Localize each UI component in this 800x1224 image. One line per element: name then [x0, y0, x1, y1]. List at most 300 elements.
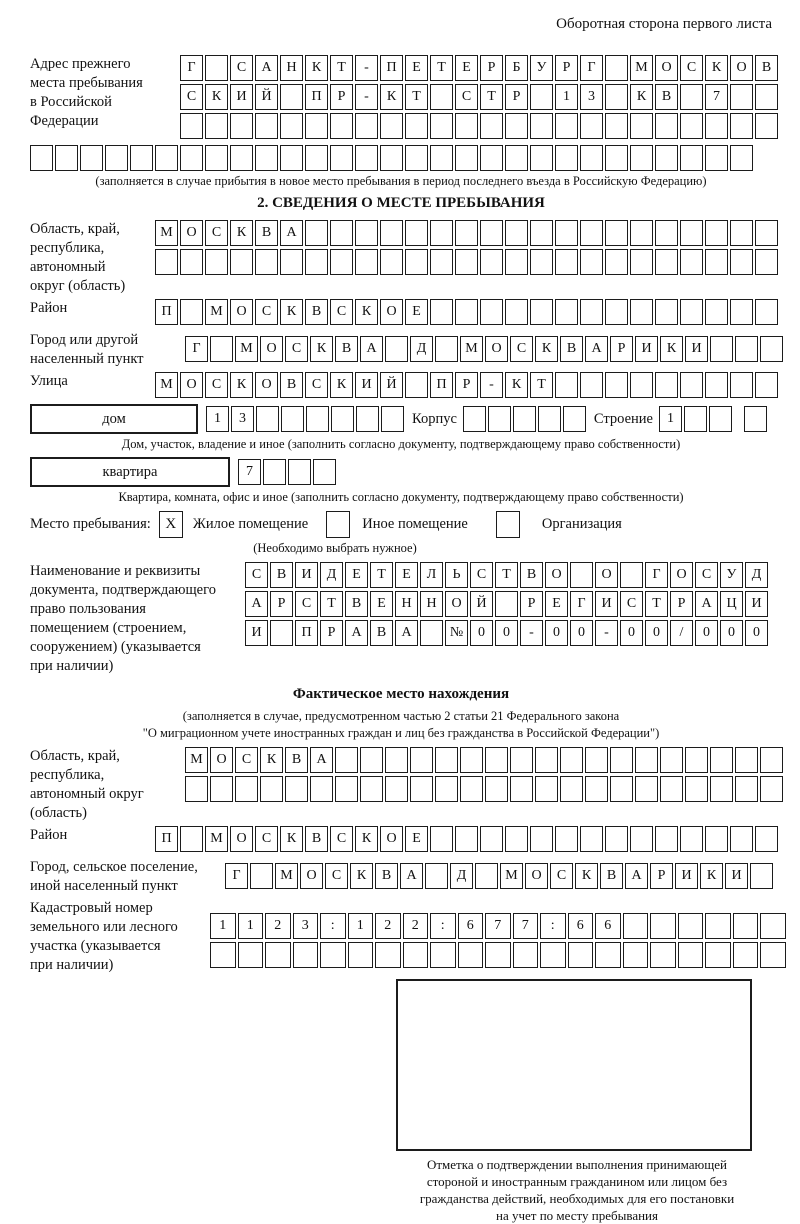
char-box[interactable] — [455, 220, 478, 246]
char-box[interactable] — [630, 220, 653, 246]
char-box[interactable] — [650, 913, 676, 939]
char-box[interactable] — [385, 776, 408, 802]
char-box[interactable]: Г — [225, 863, 248, 889]
char-box[interactable] — [655, 826, 678, 852]
char-box[interactable]: М — [500, 863, 523, 889]
char-box[interactable] — [285, 776, 308, 802]
char-box[interactable]: В — [520, 562, 543, 588]
char-box[interactable]: Р — [555, 55, 578, 81]
char-box[interactable]: Р — [270, 591, 293, 617]
char-box[interactable] — [655, 249, 678, 275]
char-box[interactable]: Р — [505, 84, 528, 110]
char-box[interactable]: К — [280, 826, 303, 852]
char-box[interactable] — [305, 113, 328, 139]
char-box[interactable] — [730, 113, 753, 139]
char-box[interactable] — [730, 84, 753, 110]
char-box[interactable]: К — [330, 372, 353, 398]
char-box[interactable]: П — [305, 84, 328, 110]
char-box[interactable]: Е — [370, 591, 393, 617]
char-box[interactable]: А — [245, 591, 268, 617]
char-box[interactable] — [488, 406, 511, 432]
char-box[interactable] — [255, 113, 278, 139]
char-box[interactable] — [650, 942, 676, 968]
char-box[interactable]: Е — [455, 55, 478, 81]
char-box[interactable] — [733, 913, 759, 939]
char-box[interactable] — [705, 220, 728, 246]
char-box[interactable] — [185, 776, 208, 802]
char-box[interactable] — [580, 372, 603, 398]
char-box[interactable]: А — [625, 863, 648, 889]
char-box[interactable] — [330, 145, 353, 171]
char-box[interactable]: Д — [745, 562, 768, 588]
char-box[interactable] — [535, 776, 558, 802]
char-box[interactable] — [265, 942, 291, 968]
char-box[interactable]: Н — [280, 55, 303, 81]
char-box[interactable] — [410, 776, 433, 802]
char-box[interactable] — [530, 145, 553, 171]
char-box[interactable] — [288, 459, 311, 485]
char-box[interactable] — [705, 145, 728, 171]
char-box[interactable] — [655, 220, 678, 246]
char-box[interactable]: К — [355, 826, 378, 852]
char-box[interactable] — [355, 220, 378, 246]
char-box[interactable]: О — [545, 562, 568, 588]
char-box[interactable]: 0 — [645, 620, 668, 646]
char-box[interactable] — [380, 220, 403, 246]
char-box[interactable] — [605, 220, 628, 246]
char-box[interactable] — [460, 776, 483, 802]
char-box[interactable]: И — [635, 336, 658, 362]
char-box[interactable]: В — [305, 299, 328, 325]
char-box[interactable] — [205, 249, 228, 275]
char-box[interactable]: К — [630, 84, 653, 110]
char-box[interactable]: С — [455, 84, 478, 110]
char-box[interactable]: Т — [530, 372, 553, 398]
char-box[interactable] — [320, 942, 346, 968]
char-box[interactable] — [410, 747, 433, 773]
char-box[interactable] — [555, 299, 578, 325]
char-box[interactable] — [730, 145, 753, 171]
char-box[interactable] — [560, 776, 583, 802]
char-box[interactable] — [605, 249, 628, 275]
char-box[interactable]: 0 — [695, 620, 718, 646]
char-box[interactable]: Б — [505, 55, 528, 81]
char-box[interactable]: 7 — [485, 913, 511, 939]
char-box[interactable]: О — [485, 336, 508, 362]
char-box[interactable] — [313, 459, 336, 485]
char-box[interactable]: В — [285, 747, 308, 773]
char-box[interactable] — [505, 249, 528, 275]
char-box[interactable] — [530, 249, 553, 275]
char-box[interactable]: С — [285, 336, 308, 362]
char-box[interactable] — [580, 145, 603, 171]
char-box[interactable]: 6 — [568, 913, 594, 939]
char-box[interactable]: П — [155, 299, 178, 325]
char-box[interactable] — [435, 776, 458, 802]
char-box[interactable]: 2 — [403, 913, 429, 939]
char-box[interactable] — [678, 913, 704, 939]
char-box[interactable]: В — [280, 372, 303, 398]
char-box[interactable] — [705, 299, 728, 325]
char-box[interactable] — [263, 459, 286, 485]
char-box[interactable] — [750, 863, 773, 889]
char-box[interactable]: И — [725, 863, 748, 889]
char-box[interactable] — [210, 776, 233, 802]
char-box[interactable]: С — [205, 372, 228, 398]
char-box[interactable]: В — [270, 562, 293, 588]
char-box[interactable]: О — [380, 299, 403, 325]
char-box[interactable]: 0 — [470, 620, 493, 646]
char-box[interactable]: О — [210, 747, 233, 773]
char-box[interactable]: М — [460, 336, 483, 362]
char-box[interactable]: А — [280, 220, 303, 246]
char-box[interactable] — [180, 145, 203, 171]
char-box[interactable]: И — [245, 620, 268, 646]
char-box[interactable] — [510, 776, 533, 802]
char-box[interactable]: С — [235, 747, 258, 773]
char-box[interactable]: В — [345, 591, 368, 617]
char-box[interactable] — [430, 942, 456, 968]
checkbox-org[interactable] — [496, 511, 520, 538]
char-box[interactable] — [430, 220, 453, 246]
char-box[interactable] — [555, 372, 578, 398]
char-box[interactable] — [730, 220, 753, 246]
char-box[interactable] — [610, 776, 633, 802]
char-box[interactable] — [335, 747, 358, 773]
char-box[interactable]: О — [230, 299, 253, 325]
char-box[interactable] — [485, 747, 508, 773]
char-box[interactable]: М — [235, 336, 258, 362]
char-box[interactable] — [555, 249, 578, 275]
char-box[interactable]: В — [335, 336, 358, 362]
char-box[interactable] — [620, 562, 643, 588]
char-box[interactable] — [655, 145, 678, 171]
char-box[interactable]: К — [700, 863, 723, 889]
char-box[interactable]: 7 — [513, 913, 539, 939]
char-box[interactable]: С — [255, 299, 278, 325]
char-box[interactable]: А — [585, 336, 608, 362]
char-box[interactable] — [735, 747, 758, 773]
char-box[interactable] — [735, 336, 758, 362]
char-box[interactable]: С — [330, 826, 353, 852]
char-box[interactable] — [380, 113, 403, 139]
char-box[interactable]: К — [380, 84, 403, 110]
char-box[interactable]: О — [525, 863, 548, 889]
char-box[interactable] — [755, 249, 778, 275]
char-box[interactable] — [480, 299, 503, 325]
char-box[interactable] — [755, 299, 778, 325]
char-box[interactable]: С — [550, 863, 573, 889]
char-box[interactable] — [420, 620, 443, 646]
char-box[interactable]: К — [260, 747, 283, 773]
char-box[interactable]: Т — [480, 84, 503, 110]
char-box[interactable]: № — [445, 620, 468, 646]
char-box[interactable] — [335, 776, 358, 802]
char-box[interactable]: Р — [320, 620, 343, 646]
char-box[interactable]: : — [430, 913, 456, 939]
char-box[interactable]: М — [205, 299, 228, 325]
char-box[interactable]: Т — [405, 84, 428, 110]
char-box[interactable]: Т — [430, 55, 453, 81]
char-box[interactable] — [685, 776, 708, 802]
char-box[interactable] — [155, 249, 178, 275]
char-box[interactable]: Е — [395, 562, 418, 588]
char-box[interactable] — [205, 55, 228, 81]
char-box[interactable]: Д — [320, 562, 343, 588]
char-box[interactable]: Р — [455, 372, 478, 398]
char-box[interactable] — [230, 113, 253, 139]
char-box[interactable] — [435, 336, 458, 362]
char-box[interactable] — [733, 942, 759, 968]
char-box[interactable]: Д — [450, 863, 473, 889]
char-box[interactable]: К — [230, 372, 253, 398]
char-box[interactable]: О — [300, 863, 323, 889]
char-box[interactable]: У — [530, 55, 553, 81]
char-box[interactable]: В — [370, 620, 393, 646]
char-box[interactable]: Р — [480, 55, 503, 81]
char-box[interactable]: К — [305, 55, 328, 81]
char-box[interactable]: К — [280, 299, 303, 325]
char-box[interactable]: О — [260, 336, 283, 362]
char-box[interactable]: А — [310, 747, 333, 773]
char-box[interactable]: К — [705, 55, 728, 81]
char-box[interactable] — [480, 145, 503, 171]
char-box[interactable] — [455, 299, 478, 325]
char-box[interactable] — [755, 826, 778, 852]
char-box[interactable]: М — [275, 863, 298, 889]
char-box[interactable] — [580, 113, 603, 139]
char-box[interactable]: : — [320, 913, 346, 939]
char-box[interactable] — [678, 942, 704, 968]
char-box[interactable] — [585, 776, 608, 802]
char-box[interactable]: К — [575, 863, 598, 889]
char-box[interactable] — [660, 747, 683, 773]
char-box[interactable]: Р — [650, 863, 673, 889]
char-box[interactable]: Р — [610, 336, 633, 362]
char-box[interactable] — [455, 249, 478, 275]
char-box[interactable] — [610, 747, 633, 773]
char-box[interactable]: Т — [330, 55, 353, 81]
char-box[interactable]: 1 — [238, 913, 264, 939]
char-box[interactable] — [485, 942, 511, 968]
char-box[interactable] — [730, 249, 753, 275]
char-box[interactable] — [560, 747, 583, 773]
char-box[interactable] — [360, 776, 383, 802]
char-box[interactable]: К — [350, 863, 373, 889]
char-box[interactable] — [530, 299, 553, 325]
char-box[interactable]: Т — [370, 562, 393, 588]
char-box[interactable]: А — [695, 591, 718, 617]
char-box[interactable]: 6 — [595, 913, 621, 939]
char-box[interactable] — [405, 113, 428, 139]
char-box[interactable] — [535, 747, 558, 773]
char-box[interactable]: М — [630, 55, 653, 81]
char-box[interactable] — [480, 220, 503, 246]
char-box[interactable] — [430, 84, 453, 110]
char-box[interactable] — [255, 249, 278, 275]
char-box[interactable] — [735, 776, 758, 802]
char-box[interactable]: И — [685, 336, 708, 362]
char-box[interactable] — [331, 406, 354, 432]
char-box[interactable]: Г — [645, 562, 668, 588]
char-box[interactable] — [530, 84, 553, 110]
char-box[interactable] — [480, 113, 503, 139]
checkbox-zhiloe[interactable]: X — [159, 511, 183, 538]
char-box[interactable] — [655, 113, 678, 139]
char-box[interactable] — [540, 942, 566, 968]
char-box[interactable] — [425, 863, 448, 889]
char-box[interactable] — [710, 336, 733, 362]
char-box[interactable] — [348, 942, 374, 968]
char-box[interactable] — [463, 406, 486, 432]
char-box[interactable] — [405, 249, 428, 275]
char-box[interactable]: А — [255, 55, 278, 81]
char-box[interactable] — [155, 145, 178, 171]
char-box[interactable]: - — [595, 620, 618, 646]
char-box[interactable] — [310, 776, 333, 802]
char-box[interactable] — [623, 913, 649, 939]
char-box[interactable]: В — [375, 863, 398, 889]
char-box[interactable] — [210, 942, 236, 968]
char-box[interactable]: В — [255, 220, 278, 246]
char-box[interactable]: В — [560, 336, 583, 362]
char-box[interactable] — [538, 406, 561, 432]
char-box[interactable]: С — [305, 372, 328, 398]
char-box[interactable]: П — [380, 55, 403, 81]
char-box[interactable] — [705, 913, 731, 939]
char-box[interactable] — [230, 249, 253, 275]
char-box[interactable] — [568, 942, 594, 968]
char-box[interactable] — [630, 113, 653, 139]
char-box[interactable]: Р — [330, 84, 353, 110]
char-box[interactable] — [710, 776, 733, 802]
char-box[interactable]: И — [745, 591, 768, 617]
char-box[interactable] — [705, 826, 728, 852]
char-box[interactable] — [680, 372, 703, 398]
char-box[interactable] — [180, 249, 203, 275]
char-box[interactable] — [306, 406, 329, 432]
char-box[interactable]: С — [295, 591, 318, 617]
char-box[interactable]: С — [325, 863, 348, 889]
char-box[interactable] — [755, 220, 778, 246]
char-box[interactable] — [250, 863, 273, 889]
char-box[interactable]: И — [595, 591, 618, 617]
char-box[interactable] — [680, 299, 703, 325]
char-box[interactable]: 2 — [265, 913, 291, 939]
char-box[interactable]: 0 — [570, 620, 593, 646]
char-box[interactable]: М — [205, 826, 228, 852]
char-box[interactable]: 6 — [458, 913, 484, 939]
char-box[interactable] — [755, 113, 778, 139]
char-box[interactable]: 3 — [231, 406, 254, 432]
char-box[interactable]: Т — [320, 591, 343, 617]
char-box[interactable] — [455, 145, 478, 171]
char-box[interactable]: О — [230, 826, 253, 852]
char-box[interactable] — [205, 145, 228, 171]
char-box[interactable]: У — [720, 562, 743, 588]
char-box[interactable] — [660, 776, 683, 802]
char-box[interactable]: 3 — [580, 84, 603, 110]
char-box[interactable] — [630, 372, 653, 398]
char-box[interactable] — [710, 747, 733, 773]
char-box[interactable] — [585, 747, 608, 773]
char-box[interactable]: С — [230, 55, 253, 81]
char-box[interactable]: Й — [380, 372, 403, 398]
char-box[interactable]: / — [670, 620, 693, 646]
char-box[interactable] — [730, 826, 753, 852]
char-box[interactable] — [430, 113, 453, 139]
char-box[interactable] — [605, 145, 628, 171]
char-box[interactable] — [375, 942, 401, 968]
char-box[interactable] — [205, 113, 228, 139]
char-box[interactable] — [580, 826, 603, 852]
char-box[interactable] — [744, 406, 767, 432]
char-box[interactable] — [705, 942, 731, 968]
char-box[interactable] — [280, 113, 303, 139]
char-box[interactable]: С — [620, 591, 643, 617]
char-box[interactable] — [280, 145, 303, 171]
char-box[interactable]: К — [660, 336, 683, 362]
checkbox-inoe[interactable] — [326, 511, 350, 538]
char-box[interactable]: Р — [670, 591, 693, 617]
char-box[interactable] — [655, 299, 678, 325]
char-box[interactable] — [293, 942, 319, 968]
char-box[interactable]: К — [310, 336, 333, 362]
char-box[interactable]: И — [230, 84, 253, 110]
char-box[interactable]: 0 — [545, 620, 568, 646]
char-box[interactable] — [235, 776, 258, 802]
char-box[interactable] — [385, 747, 408, 773]
char-box[interactable]: А — [360, 336, 383, 362]
char-box[interactable] — [430, 145, 453, 171]
char-box[interactable] — [403, 942, 429, 968]
char-box[interactable] — [570, 562, 593, 588]
char-box[interactable] — [605, 84, 628, 110]
char-box[interactable] — [281, 406, 304, 432]
char-box[interactable]: Р — [520, 591, 543, 617]
char-box[interactable] — [480, 826, 503, 852]
char-box[interactable]: Е — [405, 826, 428, 852]
char-box[interactable] — [685, 747, 708, 773]
char-box[interactable] — [495, 591, 518, 617]
char-box[interactable]: Н — [420, 591, 443, 617]
char-box[interactable] — [555, 145, 578, 171]
char-box[interactable] — [105, 145, 128, 171]
char-box[interactable] — [405, 145, 428, 171]
char-box[interactable] — [530, 826, 553, 852]
char-box[interactable]: И — [355, 372, 378, 398]
char-box[interactable]: А — [345, 620, 368, 646]
char-box[interactable] — [360, 747, 383, 773]
char-box[interactable] — [680, 826, 703, 852]
char-box[interactable] — [330, 220, 353, 246]
char-box[interactable] — [355, 145, 378, 171]
char-box[interactable]: В — [655, 84, 678, 110]
char-box[interactable]: О — [380, 826, 403, 852]
char-box[interactable] — [230, 145, 253, 171]
char-box[interactable]: 7 — [705, 84, 728, 110]
char-box[interactable]: 0 — [495, 620, 518, 646]
char-box[interactable]: С — [510, 336, 533, 362]
char-box[interactable] — [305, 249, 328, 275]
char-box[interactable]: 7 — [238, 459, 261, 485]
char-box[interactable]: О — [670, 562, 693, 588]
char-box[interactable] — [705, 249, 728, 275]
char-box[interactable]: М — [185, 747, 208, 773]
char-box[interactable]: С — [205, 220, 228, 246]
char-box[interactable] — [760, 747, 783, 773]
char-box[interactable]: И — [295, 562, 318, 588]
